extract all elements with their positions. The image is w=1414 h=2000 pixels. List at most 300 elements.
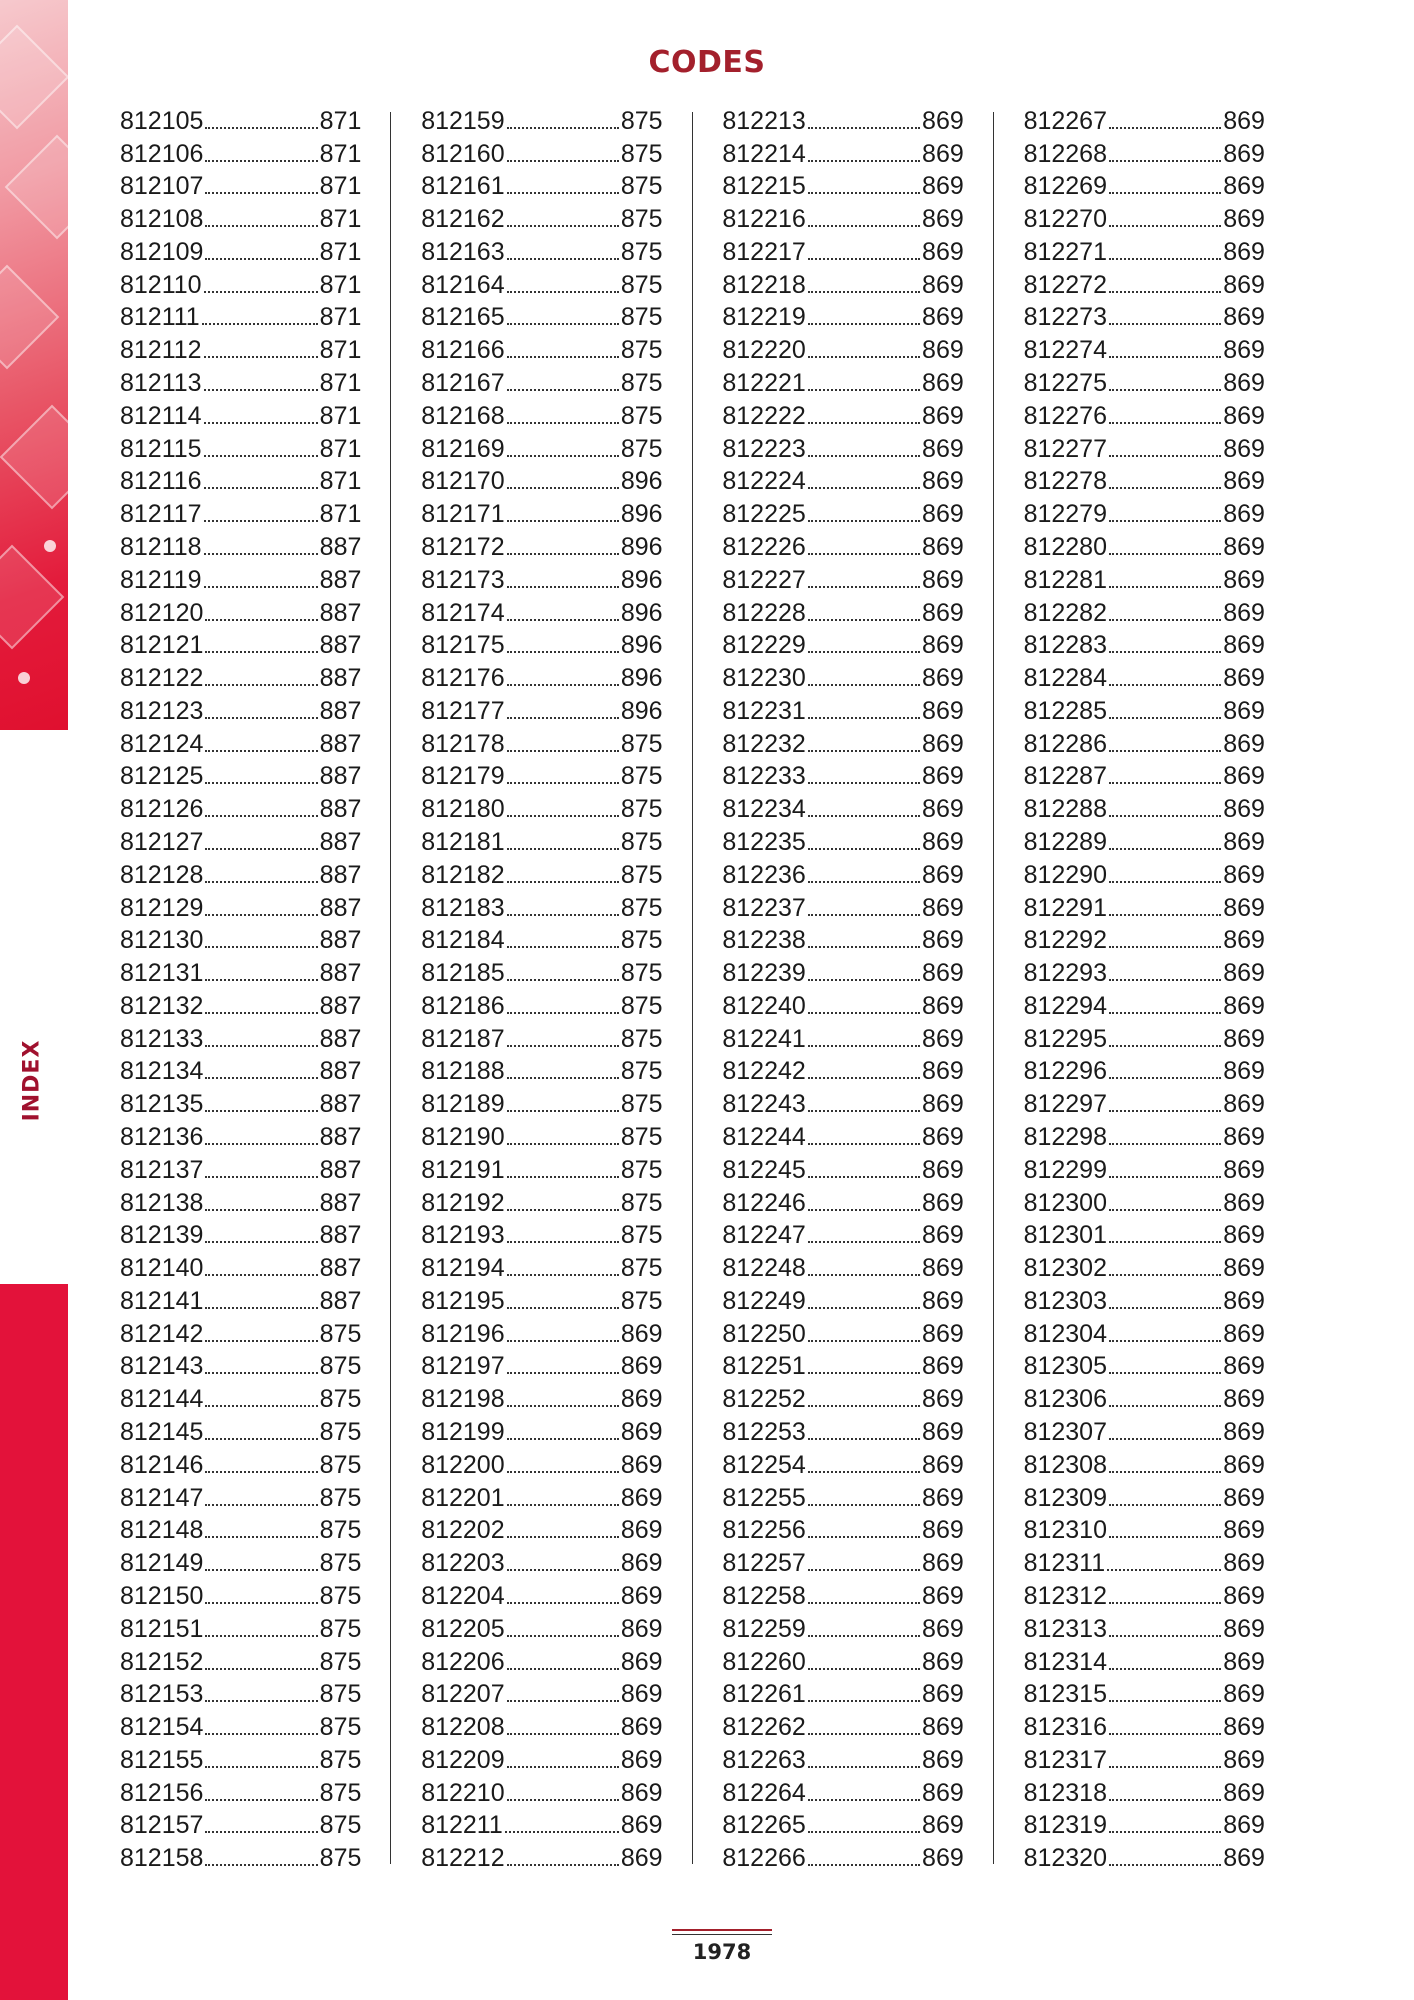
entry-code: 812149 — [120, 1549, 204, 1578]
dot-leader — [808, 1569, 920, 1571]
entry-code: 812194 — [421, 1254, 505, 1283]
index-entry — [421, 299, 662, 332]
index-entry — [421, 430, 662, 463]
index-entry — [722, 1643, 963, 1676]
entry-code: 812156 — [120, 1778, 204, 1807]
entry-page: 869 — [620, 1713, 663, 1742]
entry-code: 812239 — [722, 959, 806, 988]
entry-code: 812245 — [722, 1155, 806, 1184]
entry-page: 869 — [1223, 369, 1265, 398]
entry-page: 875 — [620, 1090, 663, 1119]
dot-leader — [808, 487, 920, 489]
dot-leader — [1109, 1602, 1221, 1604]
dot-leader — [205, 127, 317, 129]
entry-code: 812164 — [421, 270, 505, 299]
entry-code: 812117 — [120, 500, 202, 529]
entry-code: 812132 — [120, 991, 204, 1020]
index-entry — [1024, 627, 1265, 660]
entry-page: 869 — [1223, 1450, 1265, 1479]
index-entry — [1024, 1151, 1265, 1184]
entry-code: 812246 — [722, 1188, 806, 1217]
entry-page: 875 — [620, 369, 663, 398]
entry-code: 812215 — [722, 172, 806, 201]
entry-code: 812225 — [722, 500, 806, 529]
entry-code: 812178 — [421, 729, 505, 758]
entry-page: 875 — [319, 1713, 362, 1742]
entry-page: 869 — [922, 1352, 964, 1381]
dot-leader — [505, 1831, 619, 1833]
index-entry — [421, 1643, 662, 1676]
entry-page: 871 — [319, 106, 362, 135]
entry-page: 875 — [319, 1844, 362, 1873]
entry-code: 812285 — [1023, 696, 1107, 725]
entry-page: 869 — [1223, 1385, 1265, 1414]
entry-page: 875 — [319, 1450, 362, 1479]
index-entry — [722, 1348, 963, 1381]
entry-page: 869 — [1223, 1123, 1265, 1151]
index-entry — [722, 266, 963, 299]
dot-leader — [1109, 520, 1221, 522]
dot-leader — [205, 1143, 317, 1145]
entry-page: 887 — [319, 532, 362, 561]
dot-leader — [1109, 1504, 1221, 1506]
entry-code: 812189 — [421, 1090, 505, 1119]
entry-page: 875 — [319, 1418, 362, 1447]
entry-page: 869 — [922, 598, 964, 627]
dot-leader — [1109, 1372, 1221, 1374]
entry-page: 869 — [620, 1352, 663, 1381]
entry-code: 812199 — [421, 1418, 505, 1447]
entry-page: 875 — [319, 1680, 362, 1709]
entry-code: 812128 — [120, 860, 204, 889]
index-entry — [1024, 1053, 1265, 1086]
entry-code: 812208 — [421, 1713, 505, 1742]
entry-page: 869 — [1223, 1680, 1265, 1709]
dot-leader — [1109, 1635, 1221, 1637]
entry-page: 869 — [922, 532, 964, 561]
index-entry — [722, 299, 963, 332]
entry-code: 812248 — [722, 1254, 806, 1283]
entry-page: 896 — [620, 532, 663, 561]
dot-leader — [507, 1209, 619, 1211]
entry-code: 812247 — [722, 1221, 806, 1250]
dot-leader — [507, 1733, 619, 1735]
entry-code: 812233 — [722, 762, 806, 791]
entry-code: 812135 — [120, 1090, 204, 1119]
index-entry — [722, 1184, 963, 1217]
entry-code: 812143 — [120, 1352, 204, 1381]
entry-code: 812160 — [421, 139, 505, 168]
dot-leader — [808, 717, 920, 719]
entry-page: 887 — [319, 1090, 362, 1119]
index-entry — [120, 889, 361, 922]
dot-leader — [204, 553, 318, 555]
entry-code: 812176 — [421, 664, 505, 693]
entry-code: 812254 — [722, 1450, 806, 1479]
index-entry — [722, 1839, 963, 1872]
dot-leader — [1109, 323, 1221, 325]
index-entry — [1024, 1544, 1265, 1577]
entry-page: 875 — [620, 1286, 663, 1315]
dot-leader — [1109, 848, 1221, 850]
dot-leader — [1109, 619, 1221, 621]
index-entry — [421, 1151, 662, 1184]
entry-code: 812222 — [722, 401, 806, 430]
entry-page: 869 — [620, 1319, 663, 1348]
entry-code: 812224 — [722, 467, 806, 496]
index-entry — [120, 102, 361, 135]
dot-leader — [808, 1799, 920, 1801]
dot-leader — [1109, 881, 1221, 883]
index-entry — [1024, 823, 1265, 856]
entry-page: 869 — [620, 1516, 663, 1545]
entry-code: 812292 — [1023, 926, 1107, 955]
index-entry — [421, 1446, 662, 1479]
dot-leader — [808, 1438, 920, 1440]
entry-page: 869 — [1223, 1614, 1265, 1643]
dot-leader — [507, 684, 619, 686]
index-entry — [120, 1774, 361, 1807]
entry-page: 869 — [922, 1549, 964, 1578]
dot-leader — [507, 1504, 619, 1506]
entry-code: 812297 — [1023, 1090, 1107, 1119]
index-entry — [722, 1020, 963, 1053]
dot-leader — [205, 1438, 317, 1440]
entry-code: 812311 — [1023, 1549, 1106, 1578]
entry-page: 887 — [319, 729, 362, 758]
index-entry — [1024, 1479, 1265, 1512]
page-title: CODES — [648, 45, 766, 80]
entry-page: 871 — [319, 237, 362, 266]
entry-code: 812308 — [1023, 1450, 1107, 1479]
entry-page: 871 — [319, 401, 362, 430]
entry-code: 812299 — [1023, 1155, 1107, 1184]
index-entry — [421, 1676, 662, 1709]
dot-leader — [507, 1340, 619, 1342]
entry-code: 812200 — [421, 1450, 505, 1479]
index-entry — [1024, 659, 1265, 692]
dot-leader — [1109, 1438, 1221, 1440]
dot-leader — [205, 1241, 317, 1243]
index-entry — [722, 1577, 963, 1610]
index-entry — [1024, 135, 1265, 168]
dot-leader — [1109, 717, 1221, 719]
entry-page: 869 — [922, 1286, 964, 1315]
index-entry — [421, 1708, 662, 1741]
index-entry — [421, 266, 662, 299]
index-entry — [722, 1085, 963, 1118]
index-entry — [722, 495, 963, 528]
dot-leader — [205, 1176, 317, 1178]
entry-page: 869 — [922, 1221, 964, 1250]
entry-page: 869 — [922, 434, 964, 463]
entry-page: 869 — [1223, 795, 1265, 824]
entry-page: 869 — [922, 139, 964, 168]
entry-page: 869 — [620, 1680, 663, 1709]
entry-page: 869 — [922, 1581, 964, 1610]
index-entry — [120, 1020, 361, 1053]
index-entry — [120, 987, 361, 1020]
index-entry — [120, 1512, 361, 1545]
dot-leader — [507, 1471, 619, 1473]
dot-leader — [808, 160, 920, 162]
index-entry — [421, 1184, 662, 1217]
entry-code: 812289 — [1023, 827, 1107, 856]
index-entry — [1024, 1315, 1265, 1348]
entry-page: 869 — [620, 1647, 663, 1676]
dot-leader — [1109, 192, 1221, 194]
dot-leader — [808, 192, 920, 194]
index-entry — [722, 364, 963, 397]
dot-leader — [808, 619, 920, 621]
dot-leader — [507, 1274, 619, 1276]
entry-page: 875 — [620, 1188, 663, 1217]
index-column — [120, 102, 361, 1872]
entry-code: 812291 — [1023, 893, 1107, 922]
index-entry — [120, 954, 361, 987]
entry-page: 869 — [922, 729, 964, 758]
index-entry — [421, 135, 662, 168]
index-column — [421, 102, 662, 1872]
dot-leader — [808, 553, 920, 555]
entry-page: 869 — [620, 1745, 663, 1774]
index-entry — [120, 364, 361, 397]
entry-page: 869 — [1223, 926, 1265, 955]
entry-code: 812282 — [1023, 598, 1107, 627]
dot-leader — [1109, 1700, 1221, 1702]
dot-leader — [1109, 651, 1221, 653]
entry-code: 812186 — [421, 991, 505, 1020]
dot-leader — [808, 1274, 920, 1276]
dot-leader — [808, 356, 920, 358]
entry-page: 875 — [620, 172, 663, 201]
entry-page: 869 — [922, 1450, 964, 1479]
dot-leader — [808, 422, 920, 424]
index-entry — [722, 1446, 963, 1479]
entry-code: 812263 — [722, 1745, 806, 1774]
entry-code: 812307 — [1023, 1418, 1107, 1447]
index-entry — [722, 233, 963, 266]
index-entry — [421, 1774, 662, 1807]
entry-page: 869 — [922, 1155, 964, 1184]
entry-page: 875 — [620, 1057, 663, 1086]
entry-code: 812195 — [421, 1286, 505, 1315]
entry-page: 896 — [620, 631, 663, 660]
dot-leader — [507, 1536, 619, 1538]
dot-leader — [204, 356, 318, 358]
entry-page: 869 — [922, 631, 964, 660]
dot-leader — [507, 1766, 619, 1768]
entry-page: 887 — [319, 762, 362, 791]
index-entry — [120, 1085, 361, 1118]
entry-code: 812271 — [1023, 237, 1107, 266]
dot-leader — [205, 619, 317, 621]
entry-code: 812112 — [120, 336, 202, 365]
entry-code: 812182 — [421, 860, 505, 889]
entry-code: 812107 — [120, 172, 204, 201]
codes-index-columns — [120, 102, 1265, 1872]
entry-page: 869 — [922, 500, 964, 529]
dot-leader — [808, 1602, 920, 1604]
entry-page: 869 — [1223, 139, 1265, 168]
entry-page: 887 — [319, 795, 362, 824]
dot-leader — [1109, 1241, 1221, 1243]
entry-page: 869 — [922, 795, 964, 824]
dot-leader — [1109, 291, 1221, 293]
index-entry — [120, 1643, 361, 1676]
entry-code: 812167 — [421, 369, 505, 398]
entry-page: 896 — [620, 565, 663, 594]
index-entry — [722, 1217, 963, 1250]
entry-code: 812301 — [1023, 1221, 1107, 1250]
index-entry — [722, 1807, 963, 1840]
entry-code: 812274 — [1023, 336, 1107, 365]
index-entry — [1024, 987, 1265, 1020]
dot-leader — [1109, 1536, 1221, 1538]
index-entry — [421, 200, 662, 233]
dot-leader — [808, 946, 920, 948]
index-entry — [120, 495, 361, 528]
index-entry — [1024, 102, 1265, 135]
entry-page: 869 — [922, 270, 964, 299]
entry-code: 812184 — [421, 926, 505, 955]
entry-page: 875 — [319, 1745, 362, 1774]
entry-page: 887 — [319, 565, 362, 594]
index-entry — [120, 135, 361, 168]
entry-code: 812129 — [120, 893, 204, 922]
entry-code: 812177 — [421, 696, 505, 725]
entry-page: 869 — [620, 1418, 663, 1447]
dot-leader — [507, 356, 619, 358]
entry-page: 887 — [319, 1155, 362, 1184]
dot-leader — [808, 1110, 920, 1112]
dot-leader — [507, 389, 619, 391]
entry-code: 812161 — [421, 172, 505, 201]
dot-leader — [205, 1110, 317, 1112]
entry-page: 875 — [620, 1221, 663, 1250]
entry-code: 812310 — [1023, 1516, 1107, 1545]
entry-page: 875 — [319, 1811, 362, 1840]
entry-code: 812188 — [421, 1057, 505, 1086]
entry-code: 812314 — [1023, 1647, 1107, 1676]
index-entry — [120, 430, 361, 463]
entry-code: 812175 — [421, 631, 505, 660]
dot-leader — [1109, 1831, 1221, 1833]
entry-code: 812179 — [421, 762, 505, 791]
entry-page: 869 — [1223, 1418, 1265, 1447]
dot-leader — [204, 291, 318, 293]
entry-code: 812257 — [722, 1549, 806, 1578]
index-entry — [421, 1118, 662, 1151]
entry-page: 869 — [1223, 1516, 1265, 1545]
entry-code: 812238 — [722, 926, 806, 955]
entry-page: 875 — [319, 1549, 362, 1578]
entry-code: 812114 — [120, 401, 202, 430]
entry-page: 875 — [620, 991, 663, 1020]
entry-page: 869 — [1223, 1155, 1265, 1184]
entry-page: 869 — [1223, 205, 1265, 234]
entry-page: 871 — [319, 139, 362, 168]
entry-page: 896 — [620, 467, 663, 496]
entry-code: 812150 — [120, 1581, 204, 1610]
dot-leader — [507, 127, 619, 129]
index-entry — [1024, 1413, 1265, 1446]
entry-page: 869 — [922, 1647, 964, 1676]
index-entry — [1024, 1348, 1265, 1381]
index-entry — [421, 1053, 662, 1086]
index-entry — [120, 1839, 361, 1872]
index-entry — [722, 856, 963, 889]
dot-leader — [808, 1668, 920, 1670]
dot-leader — [808, 1536, 920, 1538]
entry-code: 812105 — [120, 106, 204, 135]
entry-page: 887 — [319, 1024, 362, 1053]
entry-code: 812192 — [421, 1188, 505, 1217]
entry-code: 812171 — [421, 500, 505, 529]
entry-page: 875 — [620, 270, 663, 299]
entry-code: 812152 — [120, 1647, 204, 1676]
entry-code: 812300 — [1023, 1188, 1107, 1217]
entry-page: 869 — [922, 172, 964, 201]
entry-page: 875 — [620, 237, 663, 266]
dot-leader — [205, 1668, 317, 1670]
dot-leader — [808, 586, 920, 588]
entry-code: 812203 — [421, 1549, 505, 1578]
entry-page: 869 — [1223, 532, 1265, 561]
dot-leader — [808, 389, 920, 391]
index-entry — [722, 1315, 963, 1348]
entry-page: 869 — [1223, 336, 1265, 365]
dot-leader — [204, 487, 318, 489]
index-entry — [722, 1380, 963, 1413]
index-entry — [120, 331, 361, 364]
entry-code: 812320 — [1023, 1844, 1107, 1873]
entry-page: 875 — [620, 434, 663, 463]
entry-code: 812159 — [421, 106, 505, 135]
entry-code: 812193 — [421, 1221, 505, 1250]
index-entry — [421, 1020, 662, 1053]
entry-page: 869 — [922, 1745, 964, 1774]
index-entry — [421, 364, 662, 397]
index-entry — [120, 1610, 361, 1643]
dot-leader — [1109, 750, 1221, 752]
entry-code: 812169 — [421, 434, 505, 463]
entry-code: 812253 — [722, 1418, 806, 1447]
dot-leader — [507, 1569, 619, 1571]
index-entry — [120, 1446, 361, 1479]
entry-page: 869 — [922, 1811, 964, 1840]
entry-page: 869 — [1223, 598, 1265, 627]
entry-page: 896 — [620, 598, 663, 627]
index-entry — [1024, 1217, 1265, 1250]
entry-page: 887 — [319, 631, 362, 660]
entry-code: 812119 — [120, 565, 202, 594]
dot-leader — [808, 1864, 920, 1866]
index-entry — [421, 233, 662, 266]
index-entry — [421, 397, 662, 430]
index-entry — [1024, 331, 1265, 364]
entry-code: 812273 — [1023, 303, 1107, 332]
dot-leader — [1109, 684, 1221, 686]
index-entry — [1024, 856, 1265, 889]
entry-code: 812235 — [722, 827, 806, 856]
dot-leader — [507, 946, 619, 948]
entry-code: 812269 — [1023, 172, 1107, 201]
entry-page: 887 — [319, 696, 362, 725]
dot-leader — [205, 258, 317, 260]
index-entry — [722, 627, 963, 660]
dot-leader — [507, 1405, 619, 1407]
